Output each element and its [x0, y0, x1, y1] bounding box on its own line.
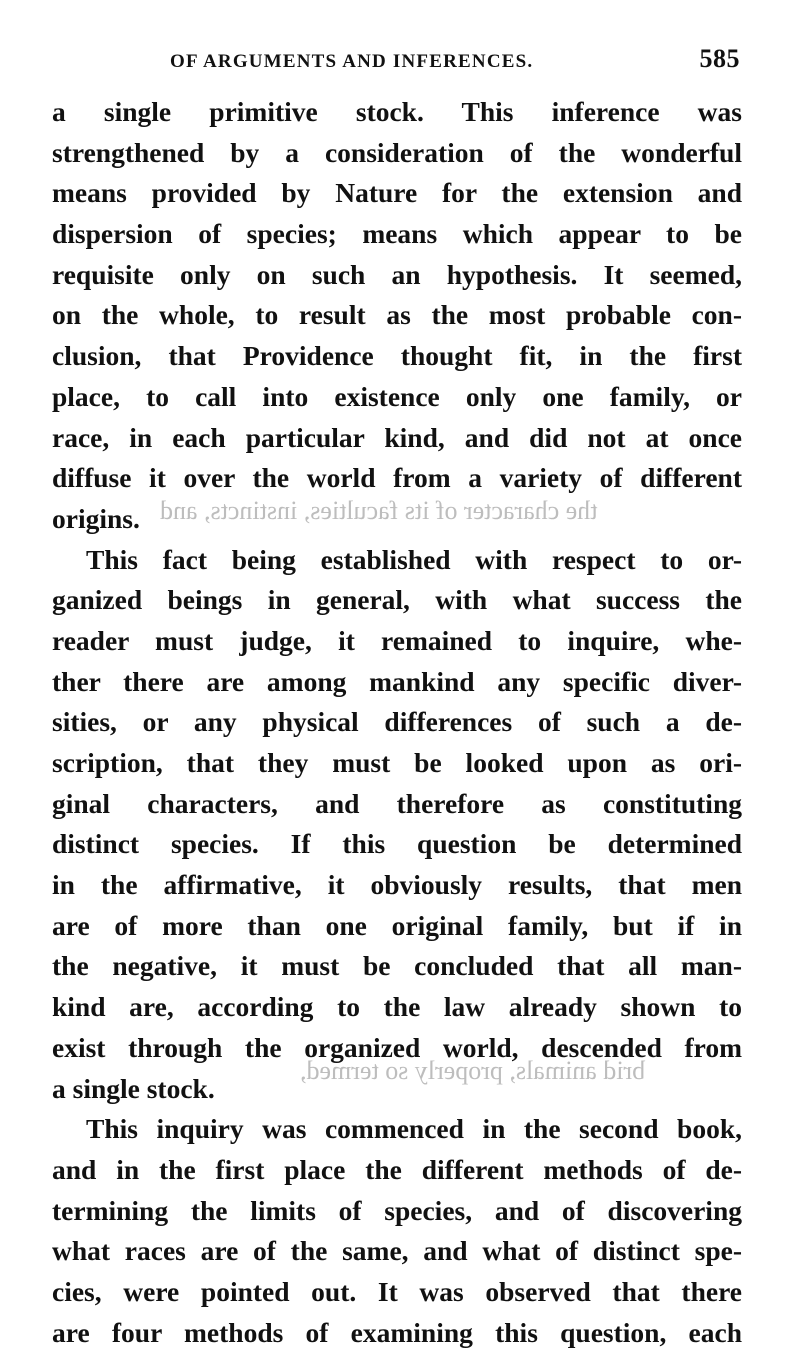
text-line: in the affirmative, it obviously results, that men [52, 869, 742, 901]
text-line: origins. [52, 502, 140, 534]
text-line: ther there are among mankind any specific diver- [52, 665, 742, 697]
text-line: ganized beings in general, with what success the [52, 584, 742, 616]
text-line: place, to call into existence only one family, or [52, 380, 742, 412]
paragraph [52, 1109, 742, 1353]
text-line: This inquiry was commenced in the second book, [86, 1113, 742, 1145]
page-number: 585 [699, 44, 740, 73]
text-line: diffuse it over the world from a variety of different [52, 462, 742, 494]
text-line: exist through the organized world, descended from [52, 1031, 742, 1063]
text-line: cies, were pointed out. It was observed that there [52, 1275, 742, 1307]
page-header [150, 44, 740, 74]
text-line: a single primitive stock. This inference was [52, 96, 742, 127]
paragraph [52, 540, 742, 1110]
text-line: and in the first place the different methods of de- [52, 1153, 742, 1185]
text-line: ginal characters, and therefore as constituting [52, 787, 742, 819]
text-line: the negative, it must be concluded that all man- [52, 950, 742, 982]
text-line: termining the limits of species, and of discovering [52, 1194, 742, 1226]
text-line: distinct species. If this question be determined [52, 828, 742, 860]
bleed-through-text-a: the character of its faculties, instincts, and [160, 496, 598, 525]
body-text [52, 92, 742, 1353]
paragraph [52, 92, 742, 540]
text-line: requisite only on such an hypothesis. It seemed, [52, 258, 742, 290]
text-line: are four methods of examining this question, each [52, 1316, 742, 1348]
text-line: scription, that they must be looked upon as ori- [52, 747, 742, 778]
text-line: clusion, that Providence thought fit, in the first [52, 340, 742, 372]
text-line: dispersion of species; means which appear to be [52, 218, 742, 250]
text-line: sities, or any physical differences of such a de- [52, 706, 742, 738]
text-line: reader must judge, it remained to inquire, whe- [52, 624, 742, 656]
text-line: race, in each particular kind, and did not at once [52, 421, 742, 453]
text-line: means provided by Nature for the extension and [52, 177, 742, 209]
running-title: OF ARGUMENTS AND INFERENCES. [170, 51, 534, 72]
bleed-through-text-b: brid animals, properly so termed, [300, 1056, 646, 1085]
text-line: on the whole, to result as the most probable con- [52, 299, 742, 331]
text-line: are of more than one original family, but if in [52, 909, 742, 941]
text-line: a single stock. [52, 1072, 215, 1104]
text-line: kind are, according to the law already shown to [52, 991, 742, 1023]
text-line: This fact being established with respect to or- [86, 543, 742, 575]
text-line: what races are of the same, and what of distinct spe- [52, 1235, 742, 1267]
text-line: strengthened by a consideration of the wonderful [52, 136, 742, 168]
